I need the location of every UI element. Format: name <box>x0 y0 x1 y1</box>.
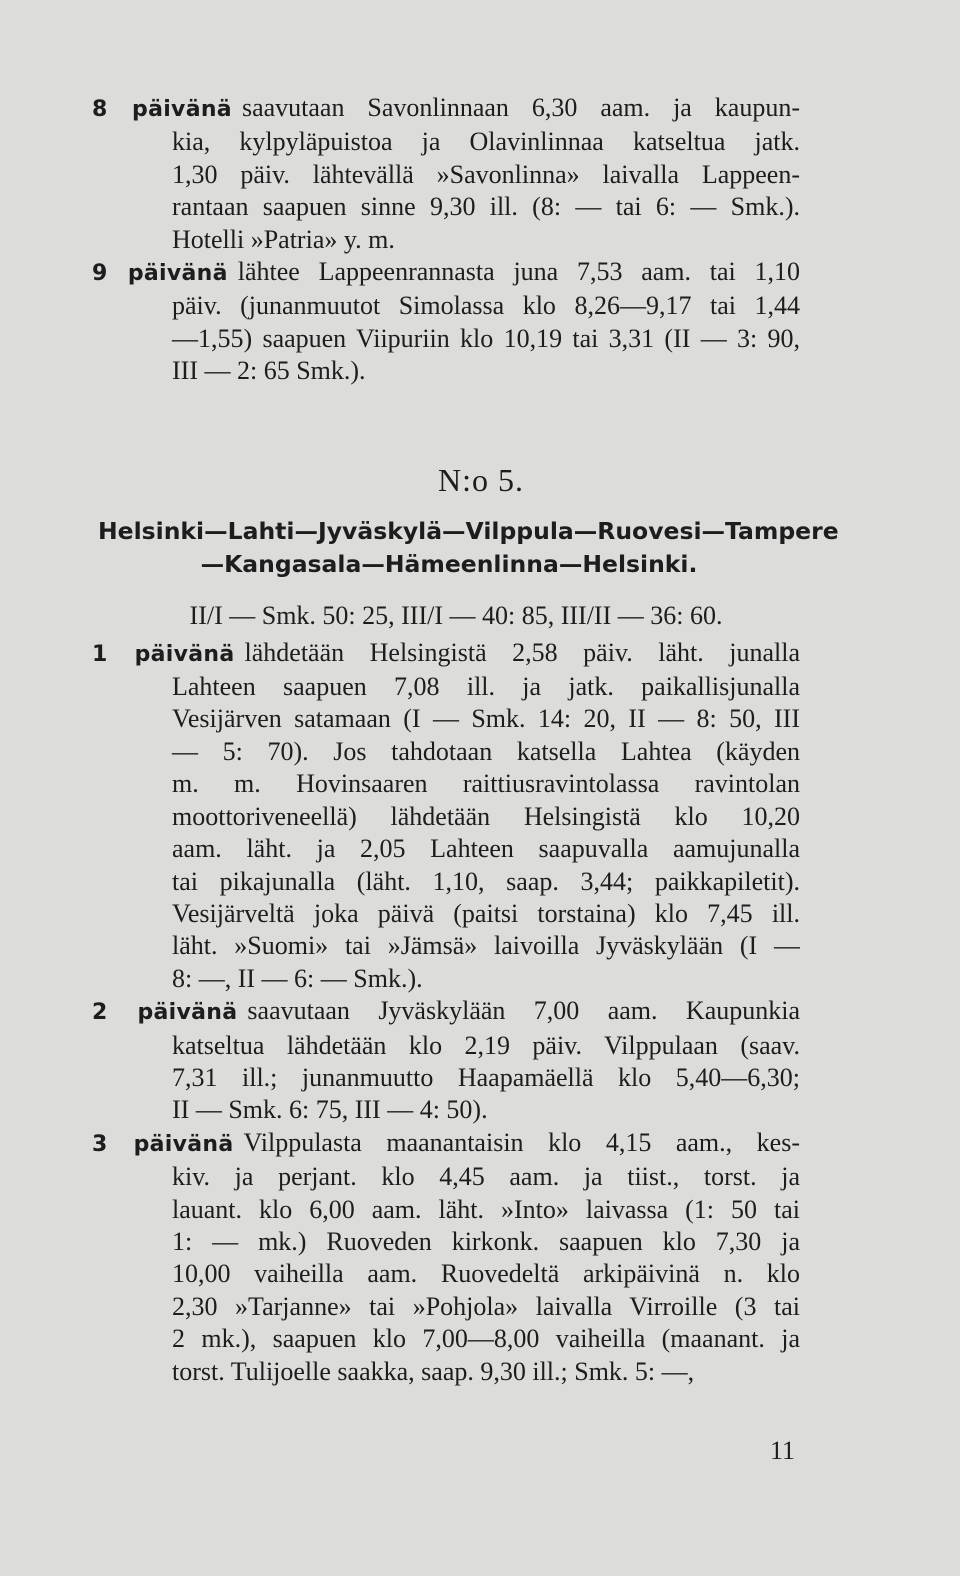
day-entry <box>92 92 800 256</box>
entry-line <box>92 703 800 735</box>
entry-line <box>92 1030 800 1062</box>
entry-text: kiv. ja perjant. klo 4,45 aam. ja tiist., torst. ja <box>172 1162 800 1192</box>
itinerary-bottom <box>92 637 800 1388</box>
entry-line <box>92 671 800 703</box>
entry-first-line <box>92 92 800 126</box>
entry-text: saavutaan Savonlinnaan 6,30 aam. ja kaupun- <box>241 93 800 122</box>
entry-line <box>92 866 800 898</box>
entry-text: — 5: 70). Jos tahdotaan katsella Lahtea (käyden <box>172 736 800 766</box>
entry-text: Lahteen saapuen 7,08 ill. ja jatk. paikallisjunalla <box>172 672 800 702</box>
entry-text: 8: —, II — 6: — Smk.). <box>172 963 423 993</box>
day-entry <box>92 256 800 388</box>
page-number: 11 <box>770 1436 796 1465</box>
day-entry <box>92 1127 800 1388</box>
entry-line <box>92 159 800 191</box>
route-line-2: —Kangasala—Hämeenlinna—Helsinki. <box>200 549 698 578</box>
entry-line <box>92 801 800 833</box>
day-label: 1 päivänä <box>92 641 235 667</box>
itinerary-top <box>92 92 800 388</box>
entry-line <box>92 191 800 223</box>
entry-line <box>92 898 800 930</box>
day-entry <box>92 995 800 1127</box>
entry-line <box>92 224 800 256</box>
entry-line <box>92 963 800 995</box>
entry-line <box>92 1194 800 1226</box>
entry-text: —1,55) saapuen Viipuriin klo 10,19 tai 3,31 (II — 3: 90, <box>172 323 800 353</box>
entry-text: aam. läht. ja 2,05 Lahteen saapuvalla aamujunalla <box>172 834 800 864</box>
entry-text: 1,30 päiv. lähtevällä »Savonlinna» laivalla Lappeen- <box>172 159 800 189</box>
entry-text: läht. »Suomi» tai »Jämsä» laivoilla Jyväskylään (I — <box>172 931 800 961</box>
entry-line <box>92 1226 800 1258</box>
entry-text: rantaan saapuen sinne 9,30 ill. (8: — tai 6: — Smk.). <box>172 192 800 222</box>
entry-text: II — Smk. 6: 75, III — 4: 50). <box>172 1095 488 1125</box>
entry-text: 10,00 vaiheilla aam. Ruovedeltä arkipäivinä n. klo <box>172 1259 800 1289</box>
entry-line <box>92 1291 800 1323</box>
day-label: 2 päivänä <box>92 1000 238 1026</box>
entry-text: 7,31 ill.; junanmuutto Haapamäellä klo 5,40—6,30; <box>172 1062 800 1092</box>
entry-line <box>92 1258 800 1290</box>
entry-text: lähtee Lappeenrannasta juna 7,53 aam. tai 1,10 <box>237 257 800 287</box>
entry-line <box>92 1161 800 1193</box>
entry-line <box>92 290 800 322</box>
day-label: 9 päivänä <box>92 261 228 287</box>
entry-text: saavutaan Jyväskylään 7,00 aam. Kaupunkia <box>247 996 800 1026</box>
entry-first-line <box>92 995 800 1029</box>
section-number: N:o 5. <box>438 461 524 498</box>
entry-line <box>92 833 800 865</box>
entry-line <box>92 126 800 158</box>
entry-text: m. m. Hovinsaaren raittiusravintolassa ravintolan <box>172 769 800 799</box>
entry-line <box>92 1062 800 1094</box>
entry-text: katseltua lähdetään klo 2,19 päiv. Vilppulaan (saav. <box>172 1030 800 1060</box>
entry-text: Vesijärveltä joka päivä (paitsi torstaina) klo 7,45 ill. <box>172 898 800 928</box>
entry-text: tai pikajunalla (läht. 1,10, saap. 3,44; paikkapiletit). <box>172 866 800 896</box>
entry-text: kia, kylpyläpuistoa ja Olavinlinnaa katseltua jatk. <box>172 127 800 157</box>
entry-text: Vesijärven satamaan (I — Smk. 14: 20, II — 8: 50, III <box>172 704 800 734</box>
fare-prices: II/I — Smk. 50: 25, III/I — 40: 85, III/II — 36: 60. <box>189 600 723 630</box>
entry-text: torst. Tulijoelle saakka, saap. 9,30 ill.; Smk. 5: —, <box>172 1356 695 1386</box>
route-line-1: Helsinki—Lahti—Jyväskylä—Vilppula—Ruovesi—Tampere <box>98 516 839 545</box>
entry-line <box>92 736 800 768</box>
entry-first-line <box>92 1127 800 1161</box>
entry-text: lähdetään Helsingistä 2,58 päiv. läht. junalla <box>244 637 800 667</box>
entry-first-line <box>92 637 800 671</box>
entry-line <box>92 1323 800 1355</box>
day-entry <box>92 637 800 995</box>
entry-text: lauant. klo 6,00 aam. läht. »Into» laivassa (1: 50 tai <box>172 1194 800 1224</box>
entry-text: 2,30 »Tarjanne» tai »Pohjola» laivalla Virroille (3 tai <box>172 1291 800 1321</box>
entry-line <box>92 323 800 355</box>
entry-text: 1: — mk.) Ruoveden kirkonk. saapuen klo 7,30 ja <box>172 1226 800 1256</box>
entry-line <box>92 768 800 800</box>
entry-text: moottoriveneellä) lähdetään Helsingistä klo 10,20 <box>172 801 800 831</box>
entry-line <box>92 930 800 962</box>
entry-line <box>92 1356 800 1388</box>
entry-text: 2 mk.), saapuen klo 7,00—8,00 vaiheilla (maanant. ja <box>172 1324 800 1354</box>
entry-text: Hotelli »Patria» y. m. <box>172 224 395 254</box>
entry-line <box>92 1094 800 1126</box>
entry-text: Vilppulasta maanantaisin klo 4,15 aam., kes- <box>243 1127 800 1157</box>
day-label: 3 päivänä <box>92 1131 234 1157</box>
entry-first-line <box>92 256 800 290</box>
entry-text: päiv. (junanmuutot Simolassa klo 8,26—9,17 tai 1,44 <box>172 291 800 321</box>
day-label: 8 päivänä <box>92 97 232 122</box>
entry-text: III — 2: 65 Smk.). <box>172 356 366 386</box>
entry-line <box>92 355 800 387</box>
